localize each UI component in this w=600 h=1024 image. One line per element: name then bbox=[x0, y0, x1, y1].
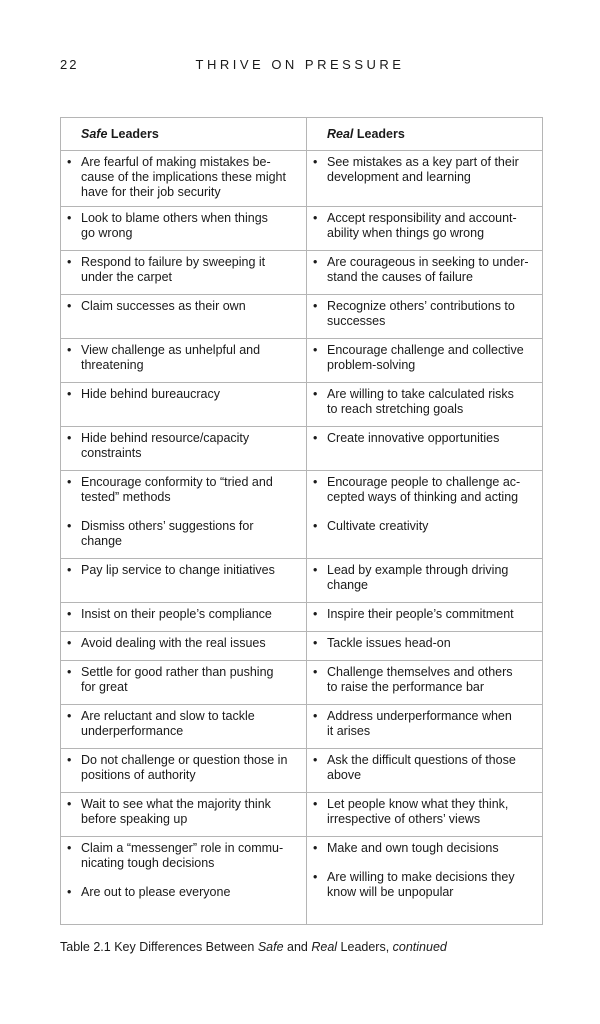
bullet-item bbox=[313, 343, 536, 373]
bullet-text: Create innovative opportunities bbox=[327, 431, 500, 445]
column-header-emph: Real bbox=[327, 126, 354, 141]
bullet-item bbox=[67, 431, 300, 461]
bullet-item bbox=[67, 665, 300, 695]
bullet-text: Pay lip service to change initiatives bbox=[81, 563, 275, 577]
bullet-item bbox=[313, 870, 536, 900]
bullet-item bbox=[313, 753, 536, 783]
table-row bbox=[61, 151, 543, 207]
bullet-icon: • bbox=[67, 885, 72, 899]
table-header-row bbox=[61, 118, 543, 151]
bullet-text: Lead by example through driving change bbox=[327, 563, 509, 592]
caption-prefix: Table 2.1 Key Differences Between bbox=[60, 940, 258, 954]
table-cell-safe bbox=[61, 251, 307, 295]
column-header-real bbox=[307, 118, 543, 151]
bullet-icon: • bbox=[67, 343, 72, 357]
bullet-text: Respond to failure by sweeping it under the carpet bbox=[81, 255, 266, 284]
bullet-icon: • bbox=[67, 753, 72, 767]
bullet-icon: • bbox=[313, 797, 318, 811]
bullet-icon: • bbox=[67, 211, 72, 225]
table-cell-safe bbox=[61, 749, 307, 793]
table-row bbox=[61, 251, 543, 295]
caption-emph-real: Real bbox=[311, 940, 338, 954]
table-row bbox=[61, 295, 543, 339]
column-header-safe bbox=[61, 118, 307, 151]
table-body bbox=[61, 151, 543, 925]
bullet-icon: • bbox=[67, 797, 72, 811]
table-cell-safe bbox=[61, 151, 307, 207]
bullet-icon: • bbox=[313, 299, 318, 313]
table-cell-real bbox=[307, 251, 543, 295]
bullet-text: Inspire their people’s commitment bbox=[327, 607, 514, 621]
bullet-text: Avoid dealing with the real issues bbox=[81, 636, 266, 650]
table-cell-real bbox=[307, 339, 543, 383]
bullet-text: Look to blame others when things go wrong bbox=[81, 211, 268, 240]
bullet-item bbox=[313, 665, 536, 695]
bullet-text: See mistakes as a key part of their development and learning bbox=[327, 155, 519, 184]
bullet-icon: • bbox=[67, 387, 72, 401]
bullet-icon: • bbox=[67, 155, 72, 169]
table-cell-real bbox=[307, 749, 543, 793]
bullet-text: View challenge as unhelpful and threatening bbox=[81, 343, 261, 372]
bullet-icon: • bbox=[67, 636, 72, 650]
bullet-item bbox=[67, 519, 300, 549]
bullet-icon: • bbox=[313, 255, 318, 269]
table-cell-safe bbox=[61, 339, 307, 383]
bullet-item bbox=[313, 841, 536, 856]
table-cell-safe bbox=[61, 661, 307, 705]
bullet-icon: • bbox=[313, 607, 318, 621]
bullet-text: Ask the difficult questions of those above bbox=[327, 753, 516, 782]
bullet-text: Recognize others’ contributions to successes bbox=[327, 299, 515, 328]
bullet-text: Hide behind resource/capacity constraints bbox=[81, 431, 250, 460]
running-head: THRIVE ON PRESSURE bbox=[195, 57, 405, 72]
bullet-item bbox=[67, 563, 300, 578]
bullet-text: Wait to see what the majority think before speaking up bbox=[81, 797, 271, 826]
bullet-text: Hide behind bureaucracy bbox=[81, 387, 220, 401]
table-cell-safe bbox=[61, 632, 307, 661]
page-number: 22 bbox=[60, 57, 79, 72]
bullet-item bbox=[313, 211, 536, 241]
table-row bbox=[61, 632, 543, 661]
table-row bbox=[61, 427, 543, 471]
table-cell-real bbox=[307, 603, 543, 632]
bullet-text: Claim a “messenger” role in commu- nicating tough decisions bbox=[81, 841, 284, 870]
bullet-item bbox=[67, 636, 300, 651]
bullet-icon: • bbox=[67, 299, 72, 313]
bullet-item bbox=[313, 431, 536, 446]
bullet-item bbox=[67, 797, 300, 827]
bullet-item bbox=[313, 299, 536, 329]
bullet-icon: • bbox=[67, 519, 72, 533]
bullet-item bbox=[67, 709, 300, 739]
table-row bbox=[61, 207, 543, 251]
bullet-text: Are willing to take calculated risks to reach stretching goals bbox=[327, 387, 514, 416]
table-cell-real bbox=[307, 661, 543, 705]
bullet-item bbox=[313, 255, 536, 285]
bullet-icon: • bbox=[67, 255, 72, 269]
bullet-item bbox=[67, 343, 300, 373]
table-cell-real bbox=[307, 207, 543, 251]
bullet-icon: • bbox=[67, 841, 72, 855]
table-cell-safe bbox=[61, 603, 307, 632]
table-row bbox=[61, 471, 543, 559]
bullet-icon: • bbox=[313, 753, 318, 767]
caption-suffix: Leaders, bbox=[337, 940, 393, 954]
bullet-icon: • bbox=[313, 343, 318, 357]
bullet-icon: • bbox=[313, 431, 318, 445]
table-cell-real bbox=[307, 383, 543, 427]
bullet-text: Make and own tough decisions bbox=[327, 841, 499, 855]
table-row bbox=[61, 559, 543, 603]
bullet-item bbox=[67, 885, 300, 900]
bullet-item bbox=[313, 797, 536, 827]
bullet-text: Cultivate creativity bbox=[327, 519, 429, 533]
bullet-text: Are out to please everyone bbox=[81, 885, 231, 899]
table-cell-real bbox=[307, 427, 543, 471]
bullet-item bbox=[67, 841, 300, 871]
bullet-item bbox=[67, 211, 300, 241]
bullet-icon: • bbox=[313, 870, 318, 884]
bullet-text: Are reluctant and slow to tackle underperformance bbox=[81, 709, 255, 738]
bullet-icon: • bbox=[313, 519, 318, 533]
bullet-icon: • bbox=[67, 563, 72, 577]
table-cell-real bbox=[307, 705, 543, 749]
table-row bbox=[61, 339, 543, 383]
table-caption bbox=[60, 940, 447, 954]
bullet-icon: • bbox=[313, 387, 318, 401]
table-cell-safe bbox=[61, 427, 307, 471]
bullet-text: Accept responsibility and account- ability when things go wrong bbox=[327, 211, 517, 240]
table-row bbox=[61, 837, 543, 925]
table-cell-safe bbox=[61, 471, 307, 559]
bullet-text: Settle for good rather than pushing for great bbox=[81, 665, 274, 694]
table-row bbox=[61, 793, 543, 837]
table-cell-safe bbox=[61, 383, 307, 427]
bullet-item bbox=[313, 519, 536, 534]
table-cell-real bbox=[307, 837, 543, 925]
bullet-icon: • bbox=[313, 475, 318, 489]
table-cell-safe bbox=[61, 793, 307, 837]
bullet-text: Dismiss others’ suggestions for change bbox=[81, 519, 254, 548]
bullet-item bbox=[67, 387, 300, 402]
bullet-icon: • bbox=[313, 155, 318, 169]
bullet-text: Address underperformance when it arises bbox=[327, 709, 512, 738]
bullet-item bbox=[67, 607, 300, 622]
bullet-item bbox=[313, 475, 536, 505]
table-row bbox=[61, 749, 543, 793]
bullet-item bbox=[67, 475, 300, 505]
caption-emph-safe: Safe bbox=[257, 940, 284, 954]
bullet-icon: • bbox=[67, 665, 72, 679]
table-cell-real bbox=[307, 295, 543, 339]
table-cell-safe bbox=[61, 705, 307, 749]
column-header-emph: Safe bbox=[81, 126, 108, 141]
table-cell-safe bbox=[61, 559, 307, 603]
table-row bbox=[61, 705, 543, 749]
bullet-text: Encourage challenge and collective problem-solving bbox=[327, 343, 524, 372]
bullet-text: Insist on their people’s compliance bbox=[81, 607, 272, 621]
table-cell-safe bbox=[61, 295, 307, 339]
bullet-text: Claim successes as their own bbox=[81, 299, 246, 313]
bullet-text: Are willing to make decisions they know will be unpopular bbox=[327, 870, 515, 899]
bullet-icon: • bbox=[313, 665, 318, 679]
table-cell-real bbox=[307, 793, 543, 837]
bullet-icon: • bbox=[313, 636, 318, 650]
bullet-text: Are fearful of making mistakes be- cause of the implications these might have for their job security bbox=[81, 155, 286, 199]
bullet-icon: • bbox=[67, 475, 72, 489]
bullet-icon: • bbox=[67, 709, 72, 723]
bullet-item bbox=[67, 299, 300, 314]
bullet-text: Let people know what they think, irrespective of others’ views bbox=[327, 797, 509, 826]
table-row bbox=[61, 661, 543, 705]
table-cell-safe bbox=[61, 207, 307, 251]
bullet-text: Do not challenge or question those in positions of authority bbox=[81, 753, 288, 782]
bullet-item bbox=[313, 709, 536, 739]
bullet-item bbox=[67, 753, 300, 783]
table-cell-real bbox=[307, 151, 543, 207]
bullet-text: Are courageous in seeking to under- stand the causes of failure bbox=[327, 255, 529, 284]
bullet-item bbox=[313, 563, 536, 593]
bullet-item bbox=[67, 155, 300, 200]
bullet-text: Tackle issues head-on bbox=[327, 636, 451, 650]
table-row bbox=[61, 383, 543, 427]
bullet-item bbox=[313, 607, 536, 622]
table-cell-real bbox=[307, 632, 543, 661]
bullet-icon: • bbox=[313, 563, 318, 577]
column-header-rest: Leaders bbox=[107, 126, 159, 141]
caption-middle: and bbox=[283, 940, 312, 954]
bullet-icon: • bbox=[67, 431, 72, 445]
table-cell-real bbox=[307, 559, 543, 603]
table-row bbox=[61, 603, 543, 632]
bullet-text: Encourage people to challenge ac- cepted ways of thinking and acting bbox=[327, 475, 521, 504]
bullet-icon: • bbox=[67, 607, 72, 621]
bullet-item bbox=[313, 387, 536, 417]
bullet-icon: • bbox=[313, 211, 318, 225]
bullet-item bbox=[313, 155, 536, 185]
bullet-icon: • bbox=[313, 841, 318, 855]
bullet-text: Encourage conformity to “tried and tested” methods bbox=[81, 475, 273, 504]
table-cell-safe bbox=[61, 837, 307, 925]
caption-emph-continued: continued bbox=[392, 940, 447, 954]
bullet-item bbox=[67, 255, 300, 285]
bullet-item bbox=[313, 636, 536, 651]
column-header-rest: Leaders bbox=[353, 126, 405, 141]
bullet-icon: • bbox=[313, 709, 318, 723]
table-cell-real bbox=[307, 471, 543, 559]
bullet-text: Challenge themselves and others to raise the performance bar bbox=[327, 665, 513, 694]
differences-table bbox=[60, 117, 543, 925]
